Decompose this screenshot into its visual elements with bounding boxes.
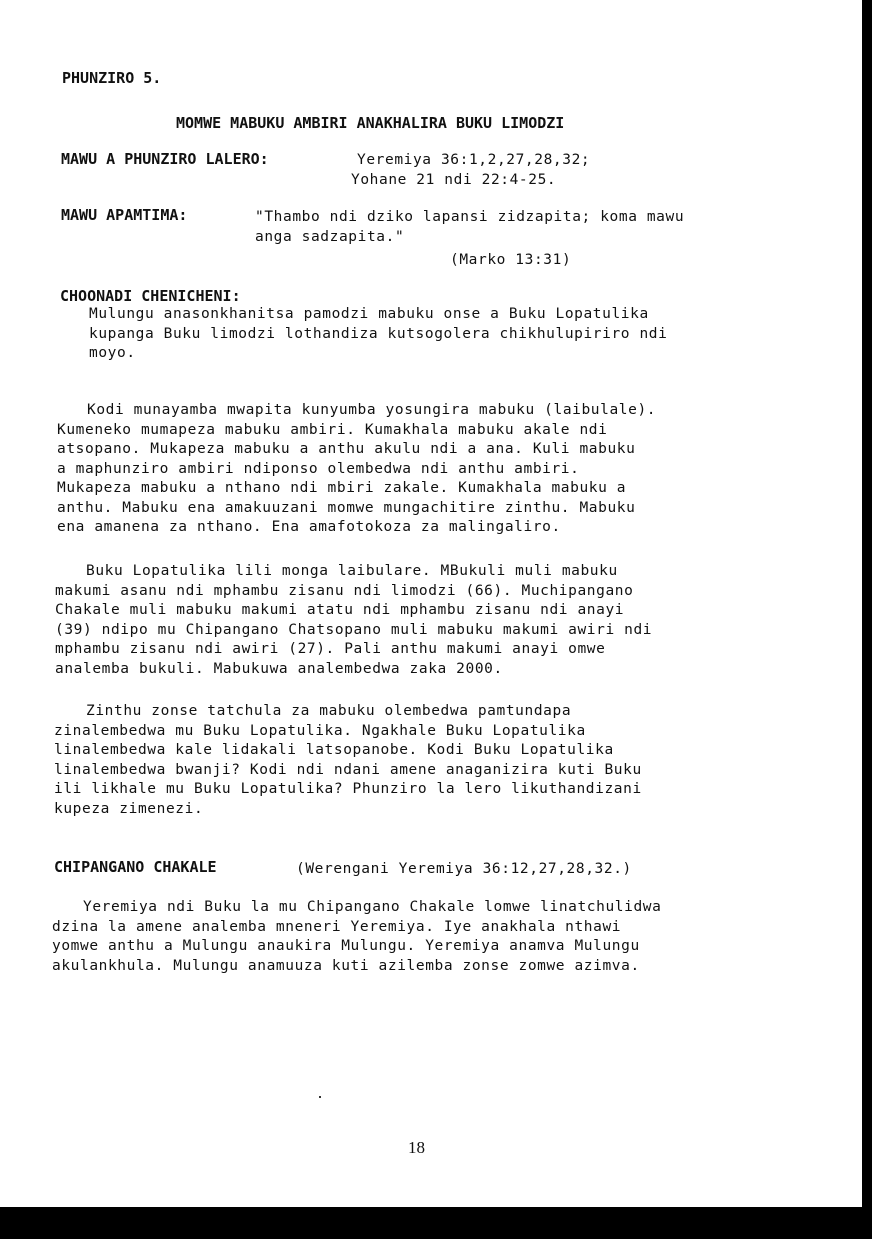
paragraph-line: akulankhula. Mulungu anamuuza kuti azilemba zonse zomwe azimva. (52, 957, 640, 974)
aim-line: kupanga Buku limodzi lothandiza kutsogolera chikhulupiriro ndi (89, 325, 668, 342)
paragraph-line: a maphunziro ambiri ndiponso olembedwa ndi anthu ambiri. (57, 460, 580, 477)
paragraph-line: Yeremiya ndi Buku la mu Chipangano Chakale lomwe linatchulidwa (83, 899, 662, 915)
paragraph-jeremiah (52, 898, 661, 976)
paragraph-line: linalembedwa kale lidakali latsopanobe. Kodi Buku Lopatulika (54, 742, 614, 758)
readings-line: Yeremiya 36:1,2,27,28,32; (357, 152, 591, 168)
aim-line: Mulungu anasonkhanitsa pamodzi mabuku onse a Buku Lopatulika (89, 306, 649, 322)
paragraph-line: ena amanena za nthano. Ena amafotokoza za malingaliro. (57, 519, 561, 535)
memory-verse-line: "Thambo ndi dziko lapansi zidzapita; koma mawu (255, 209, 685, 225)
paragraph-line: Kumeneko mumapeza mabuku ambiri. Kumakhala mabuku akale ndi (57, 421, 608, 438)
paragraph-line: linalembedwa bwanji? Kodi ndi ndani amene anaganizira kuti Buku (54, 761, 642, 778)
paragraph-line: anthu. Mabuku ena amakuuzani momwe mungachitire zinthu. Mabuku (57, 499, 636, 516)
aim-heading: CHOONADI CHENICHENI: (60, 287, 241, 305)
readings-text (351, 151, 591, 190)
section-reference: (Werengani Yeremiya 36:12,27,28,32.) (296, 861, 632, 877)
paragraph-line: ili likhale mu Buku Lopatulika? Phunziro la lero likuthandizani (54, 781, 642, 797)
memory-verse-reference: (Marko 13:31) (450, 252, 572, 268)
page-number: 18 (408, 1138, 425, 1157)
paragraph-line: dzina la amene analemba mneneri Yeremiya. Iye anakhala nthawi (52, 918, 622, 935)
paragraph-written (54, 702, 642, 819)
section-heading: CHIPANGANO CHAKALE (54, 858, 217, 876)
paragraph-line: Chakale muli mabuku makumi atatu ndi mphambu zisanu ndi anayi (55, 602, 625, 618)
memory-verse-line: anga sadzapita." (255, 228, 405, 245)
scan-speck (319, 1096, 321, 1098)
paragraph-line: Buku Lopatulika lili monga laibulare. MBukuli muli mabuku (86, 563, 618, 579)
paragraph-line: analemba bukuli. Mabukuwa analembedwa zaka 2000. (55, 660, 503, 677)
page-title: MOMWE MABUKU AMBIRI ANAKHALIRA BUKU LIMODZI (176, 114, 565, 132)
paragraph-line: (39) ndipo mu Chipangano Chatsopano muli mabuku makumi awiri ndi (55, 621, 653, 638)
paragraph-line: Kodi munayamba mwapita kunyumba yosungira mabuku (laibulale). (87, 402, 657, 418)
paragraph-line: Mukapeza mabuku a nthano ndi mbiri zakale. Kumakhala mabuku a (57, 480, 627, 496)
chapter-label: PHUNZIRO 5. (62, 69, 162, 87)
paragraph-line: kupeza zimenezi. (54, 800, 204, 817)
paragraph-line: yomwe anthu a Mulungu anaukira Mulungu. Yeremiya anamva Mulungu (52, 938, 640, 954)
scan-edge-right (862, 0, 872, 1239)
paragraph-line: mphambu zisanu ndi awiri (27). Pali anthu makumi anayi omwe (55, 641, 606, 657)
paragraph-line: Zinthu zonse tatchula za mabuku olembedwa pamtundapa (86, 703, 572, 719)
paragraph-library (57, 401, 656, 538)
readings-label: MAWU A PHUNZIRO LALERO: (61, 150, 269, 168)
paragraph-line: zinalembedwa mu Buku Lopatulika. Ngakhale Buku Lopatulika (54, 722, 586, 739)
scan-edge-bottom (0, 1207, 872, 1239)
aim-text (89, 305, 667, 364)
aim-line: moyo. (89, 345, 136, 361)
paragraph-line: atsopano. Mukapeza mabuku a anthu akulu ndi a ana. Kuli mabuku (57, 441, 636, 457)
paragraph-line: makumi asanu ndi mphambu zisanu ndi limodzi (66). Muchipangano (55, 582, 634, 599)
paragraph-bible-books (55, 562, 652, 679)
memory-verse-text (255, 208, 684, 247)
readings-line: Yohane 21 ndi 22:4-25. (351, 171, 557, 188)
memory-verse-label: MAWU APAMTIMA: (61, 206, 188, 224)
